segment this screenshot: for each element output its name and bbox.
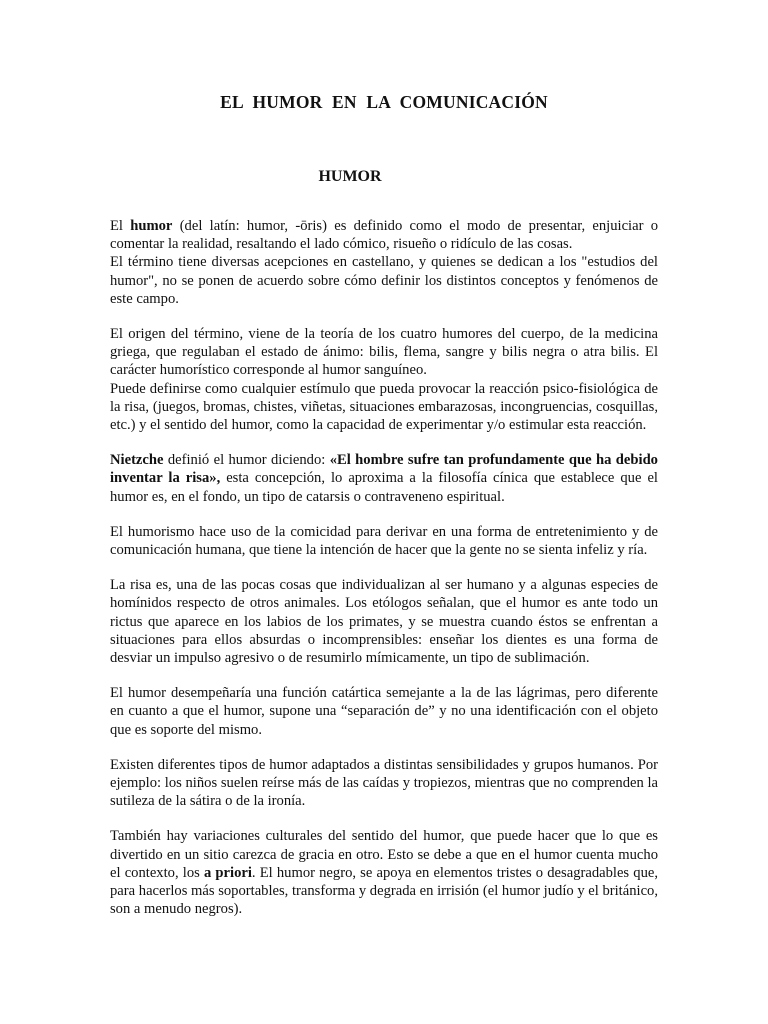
bold-term: humor — [130, 218, 173, 234]
paragraph-humorismo: El humorismo hace uso de la comicidad para derivar en una forma de entretenimiento y de comunicación humana, que tiene la intención de hacer que la gente no se sienta infeliz y ría. — [110, 523, 658, 559]
bold-name: Nietzche — [110, 452, 164, 469]
paragraph-variaciones — [110, 827, 658, 918]
text-run: El — [110, 218, 131, 234]
section-heading: HUMOR — [318, 168, 382, 185]
document-title: EL HUMOR EN LA COMUNICACIÓN — [220, 92, 548, 112]
text-run: (del latín: humor, -ōris) es definido como el modo de presentar, enjuiciar o comentar la realidad, resaltando el lado cómico, risueño o ridículo de las cosas. — [110, 218, 658, 253]
text-run: También hay variaciones culturales del sentido del humor, que puede hacer que lo que es divertido en un sitio carezca de gracia en otro. Esto se debe a que en el humor cuenta mucho el contexto, los — [110, 828, 658, 881]
text-run: esta concepción, lo aproxima a la filosofía cínica que establece que el humor es, en el fondo, un tipo de catarsis o contraveneno espiritual. — [110, 470, 658, 505]
text-run: definió el humor diciendo: — [163, 452, 330, 469]
paragraph-estimulo: Puede definirse como cualquier estímulo que pueda provocar la reacción psico-fisiológica de la risa, (juegos, bromas, chistes, viñetas, situaciones embarazosas, incongruencias, cosquillas, etc.) y el sentido del humor, como la capacidad de experimentar y/o estimular esta reacción. — [110, 380, 658, 434]
text-run: . El humor negro, se apoya en elementos tristes o desagradables que, para hacerlos más soportables, transforma y degrada en irrisión (el humor judío y el británico, son a menudo negros). — [110, 864, 658, 918]
paragraph-acepciones: El término tiene diversas acepciones en castellano, y quienes se dedican a los "estudios del humor", no se ponen de acuerdo sobre cómo definir los distintos conceptos y fenómenos de este campo. — [110, 254, 658, 307]
paragraph-risa: La risa es, una de las pocas cosas que individualizan al ser humano y a algunas especies de homínidos respecto de otros animales. Los etólogos señalan, que el humor es ante todo un rictus que aparece en los labios de los primates, y se muestra cuando éstos se enfrentan a situaciones para ellos absurdas o incomprensibles: enseñar los dientes es una forma de desviar un impulso agresivo o de resumirlo mímicamente, un tipo de sublimación. — [110, 577, 658, 667]
paragraph-tipos: Existen diferentes tipos de humor adaptados a distintas sensibilidades y grupos humanos. Por ejemplo: los niños suelen reírse más de las caídas y tropiezos, mientras que no comprenden la sutileza de la sátira o de la ironía. — [110, 756, 658, 810]
paragraph-nietzche — [110, 451, 658, 506]
bold-term: a priori — [203, 864, 252, 881]
paragraph-definition — [110, 217, 658, 253]
paragraph-catartica: El humor desempeñaría una función catártica semejante a la de las lágrimas, pero diferente en cuanto a que el humor, supone una “separación de” y no una identificación con el objeto que es soporte del mismo. — [110, 685, 658, 738]
bold-quote: «El hombre sufre tan profundamente que ha debido inventar la risa», — [110, 452, 658, 487]
paragraph-origen: El origen del término, viene de la teoría de los cuatro humores del cuerpo, de la medicina griega, que regulaban el estado de ánimo: bilis, flema, sangre y bilis negra o atra bilis. El carácter humorístico corresponde al humor sanguíneo. — [110, 326, 658, 379]
document-body — [110, 217, 658, 919]
